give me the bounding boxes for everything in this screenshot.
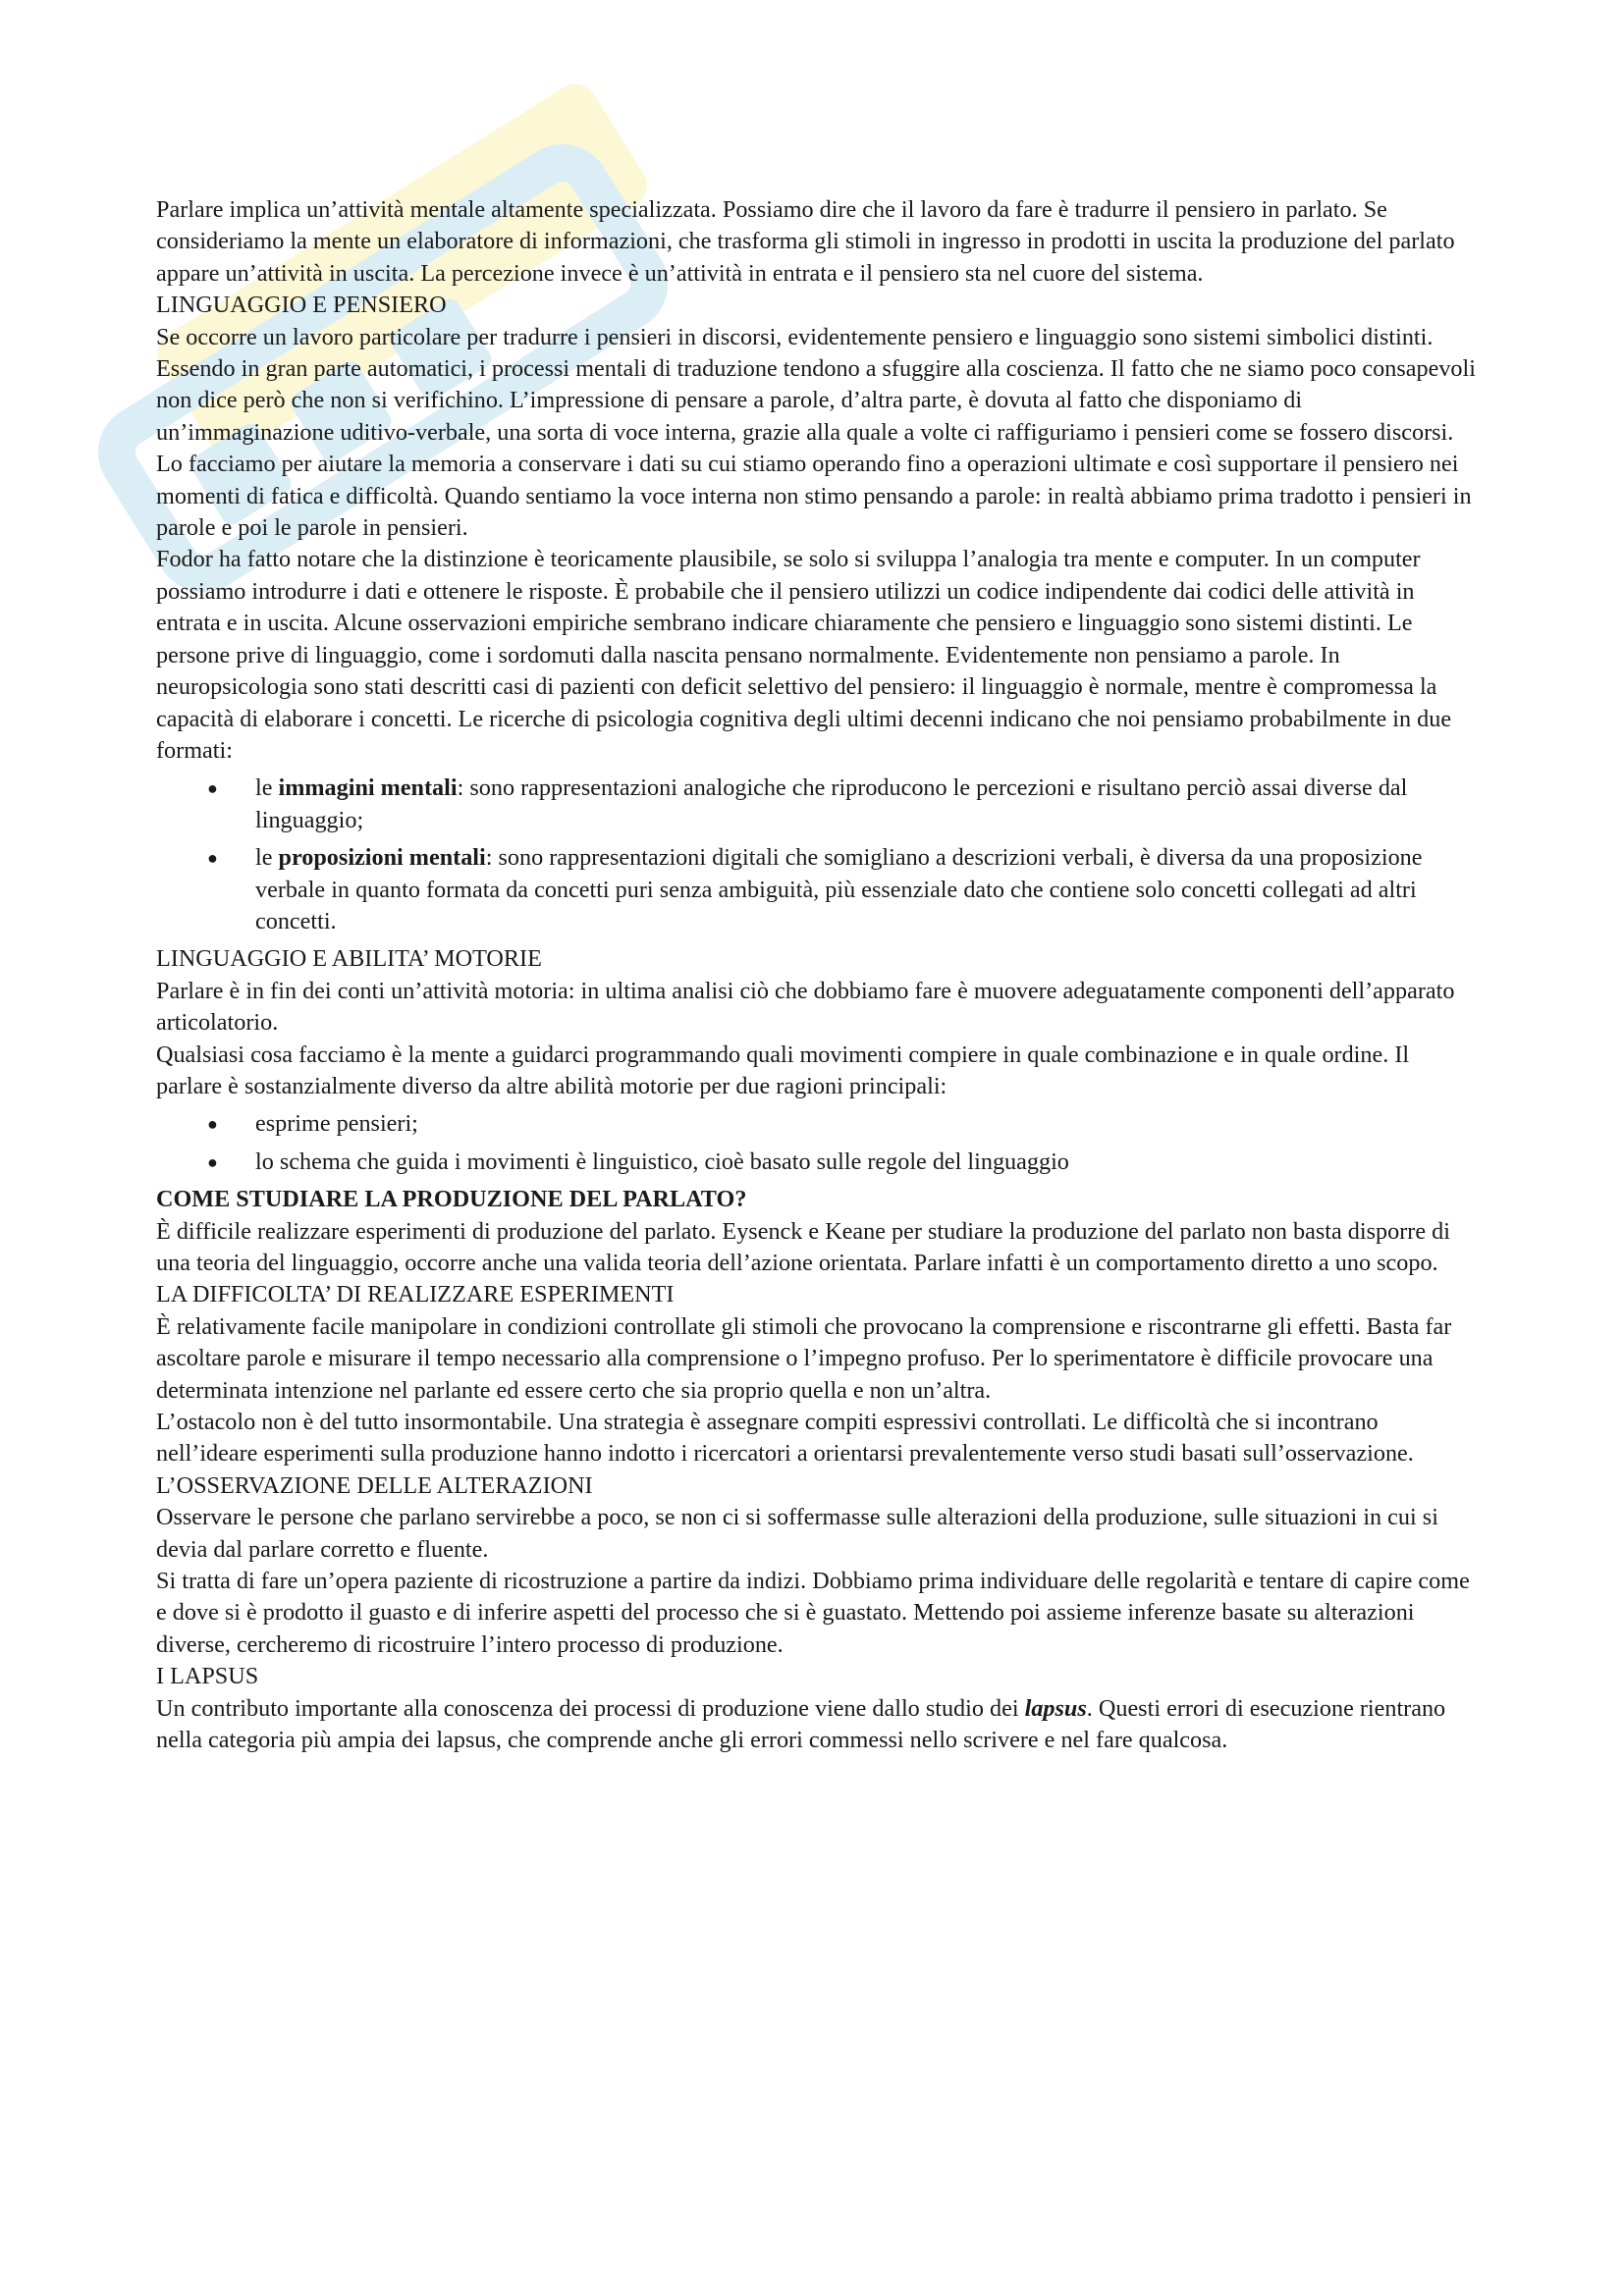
paragraph: L’ostacolo non è del tutto insormontabile. Una strategia è assegnare compiti espressivi controllati. Le difficoltà che si incontrano nell’ideare esperimenti sulla produzione hanno indotto i ricercatori a orientarsi prevalentemente verso studi basati sull’osservazione.	[156, 1409, 1414, 1468]
bullet-icon: ●	[207, 1151, 218, 1172]
paragraph: Fodor ha fatto notare che la distinzione è teoricamente plausibile, se solo si sviluppa l’analogia tra mente e computer. In un computer possiamo introdurre i dati e ottenere le risposte. È probabile che il pensiero utilizzi un codice indipendente dai codici delle attività in entrata e in uscita. Alcune osservazioni empiriche sembrano indicare chiaramente che pensiero e linguaggio sono sistemi distinti. Le persone prive di linguaggio, come i sordomuti dalla nascita pensano normalmente. Evidentemente non pensiamo a parole. In neuropsicologia sono stati descritti casi di pazienti con deficit selettivo del pensiero: il linguaggio è normale, mentre è compromessa la capacità di elaborare i concetti. Le ricerche di psicologia cognitiva degli ultimi decenni indicano che noi pensiamo probabilmente in due formati:	[156, 546, 1452, 764]
paragraph: Se occorre un lavoro particolare per tradurre i pensieri in discorsi, evidentemente pensiero e linguaggio sono sistemi simbolici distinti. Essendo in gran parte automatici, i processi mentali di traduzione tendono a sfuggire alla coscienza. Il fatto che ne siamo poco consapevoli non dice però che non si verifichino. L’impressione di pensare a parole, d’altra parte, è dovuta al fatto che disponiamo di un’immaginazione uditivo-verbale, una sorta di voce interna, grazie alla quale a volte ci raffiguriamo i pensieri come se fossero discorsi. Lo facciamo per aiutare la memoria a conservare i dati su cui stiamo operando fino a operazioni ultimate e così supportare il pensiero nei momenti di fatica e difficoltà. Quando sentiamo la voce interna non stimo pensando a parole: in realtà abbiamo prima tradotto i pensieri in parole e poi le parole in pensieri.	[156, 323, 1476, 542]
paragraph: È difficile realizzare esperimenti di produzione del parlato. Eysenck e Keane per studiare la produzione del parlato non basta disporre di una teoria del linguaggio, occorre anche una valida teoria dell’azione orientata. Parlare infatti è un comportamento diretto a uno scopo.	[156, 1217, 1450, 1276]
bullet-icon: ●	[207, 848, 218, 869]
bullet-icon: ●	[207, 1114, 218, 1135]
paragraph: Parlare è in fin dei conti un’attività motoria: in ultima analisi ciò che dobbiamo fare è muovere adeguatamente componenti dell’apparato articolatorio.	[156, 977, 1455, 1037]
section-heading-lapsus: I LAPSUS	[156, 1663, 259, 1690]
bullet-list-formati	[156, 773, 1477, 937]
section-heading-difficolta: LA DIFFICOLTA’ DI REALIZZARE ESPERIMENTI	[156, 1281, 675, 1308]
bold-term: proposizioni mentali	[278, 844, 486, 872]
paragraph: Osservare le persone che parlano servirebbe a poco, se non ci si soffermasse sulle alterazioni della produzione, sulle situazioni in cui si devia dal parlare corretto e fluente.	[156, 1504, 1438, 1563]
bold-term: immagini mentali	[278, 774, 458, 802]
paragraph: Qualsiasi cosa facciamo è la mente a guidarci programmando quali movimenti compiere in quale combinazione e in quale ordine. Il parlare è sostanzialmente diverso da altre abilità motorie per due ragioni principali:	[156, 1041, 1410, 1099]
section-heading-osservazione: L’OSSERVAZIONE DELLE ALTERAZIONI	[156, 1471, 593, 1499]
section-heading-come-studiare: COME STUDIARE LA PRODUZIONE DEL PARLATO?	[156, 1186, 747, 1213]
bold-italic-term: lapsus	[1024, 1694, 1087, 1722]
list-item: ● le proposizioni mentali: sono rappresentazioni digitali che somigliano a descrizioni verbali, è diversa da una proposizione verbale in quanto formata da concetti puri senza ambiguità, più essenziale dato che contiene solo concetti collegati ad altri concetti.	[207, 844, 1423, 934]
list-item: ● esprime pensieri;	[156, 1108, 1477, 1140]
bullet-icon: ●	[207, 778, 218, 799]
paragraph: È relativamente facile manipolare in condizioni controllate gli stimoli che provocano la comprensione e riscontrarne gli effetti. Basta far ascoltare parole e misurare il tempo necessario alla comprensione o l’impegno profuso. Per lo sperimentatore è difficile provocare una determinata intenzione nel parlante ed essere certo che sia proprio quella e non un’altra.	[156, 1312, 1452, 1404]
bullet-list-ragioni	[156, 1108, 1477, 1178]
intro-paragraph: Parlare implica un’attività mentale altamente specializzata. Possiamo dire che il lavoro da fare è tradurre il pensiero in parlato. Se consideriamo la mente un elaboratore di informazioni, che trasforma gli stimoli in ingresso in prodotti in uscita la produzione del parlato appare un’attività in uscita. La percezione invece è un’attività in entrata e il pensiero sta nel cuore del sistema.	[156, 196, 1455, 287]
section-heading-abilita-motorie: LINGUAGGIO E ABILITA’ MOTORIE	[156, 945, 542, 973]
paragraph: Si tratta di fare un’opera paziente di ricostruzione a partire da indizi. Dobbiamo prima individuare delle regolarità e tentare di capire come e dove si è prodotto il guasto e di inferire aspetti del processo che si è guastato. Mettendo poi assieme inferenze basate su alterazioni diverse, cercheremo di ricostruire l’intero processo di produzione.	[156, 1568, 1470, 1658]
list-item: ● le immagini mentali: sono rappresentazioni analogiche che riproducono le percezioni e risultano perciò assai diverse dal linguaggio;	[207, 774, 1408, 833]
list-item: ● lo schema che guida i movimenti è linguistico, cioè basato sulle regole del linguaggio	[156, 1147, 1477, 1178]
section-heading-linguaggio-pensiero: LINGUAGGIO E PENSIERO	[156, 292, 447, 319]
document-page	[156, 194, 1477, 1757]
paragraph: Un contributo importante alla conoscenza dei processi di produzione viene dallo studio dei lapsus. Questi errori di esecuzione rientrano nella categoria più ampia dei lapsus, che comprende anche gli errori commessi nello scrivere e nel fare qualcosa.	[156, 1694, 1446, 1754]
